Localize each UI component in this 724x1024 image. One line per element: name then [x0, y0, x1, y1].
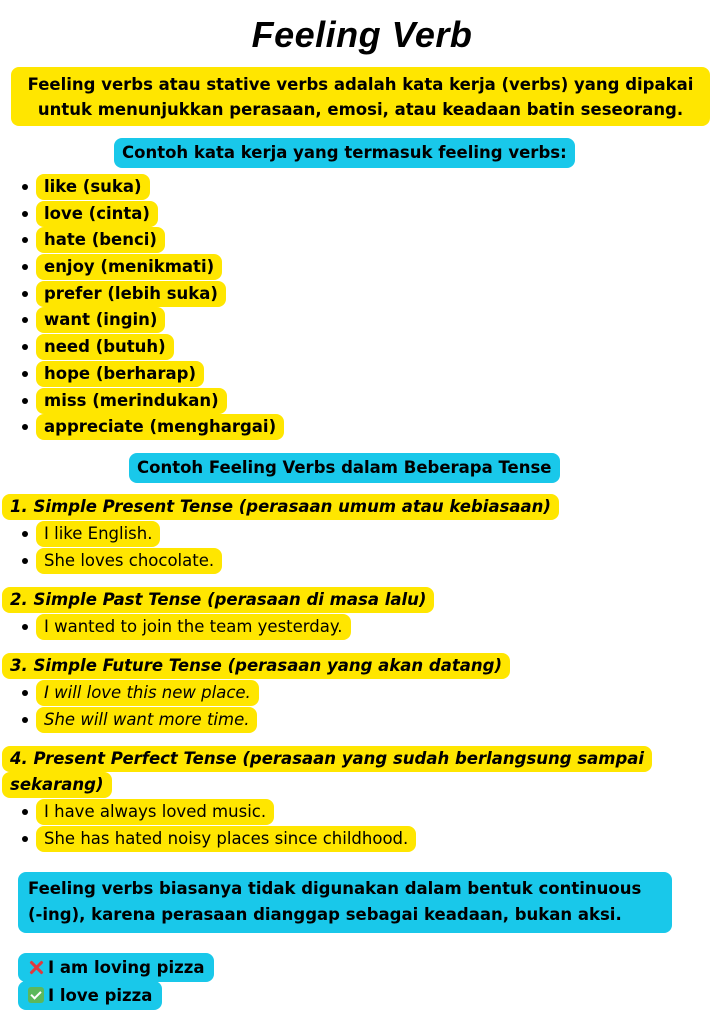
list-item: enjoy (menikmati) — [20, 254, 284, 281]
bullet-icon — [22, 717, 28, 723]
bullet-icon — [22, 291, 28, 297]
list-item: appreciate (menghargai) — [20, 414, 284, 441]
intro-line-1: Feeling verbs atau stative verbs adalah kata kerja (verbs) yang dipakai — [27, 75, 694, 94]
tense-heading: 3. Simple Future Tense (perasaan yang akan datang) — [2, 653, 510, 679]
example-item: She loves chocolate. — [20, 548, 222, 574]
list-item: want (ingin) — [20, 307, 284, 334]
example-item: I wanted to join the team yesterday. — [20, 614, 351, 640]
tense-heading: 1. Simple Present Tense (perasaan umum atau kebiasaan) — [2, 494, 559, 520]
bullet-icon — [22, 398, 28, 404]
tense-heading-continued: sekarang) — [2, 772, 112, 798]
bullet-icon — [22, 624, 28, 630]
example-item: She will want more time. — [20, 707, 257, 733]
list-item: miss (merindukan) — [20, 388, 284, 415]
verb-list — [20, 174, 284, 441]
bullet-icon — [22, 424, 28, 430]
example-item: I have always loved music. — [20, 799, 274, 825]
check-mark-icon — [28, 987, 44, 1003]
list-item: hope (berharap) — [20, 361, 284, 388]
example-item: She has hated noisy places since childhood. — [20, 826, 416, 852]
bullet-icon — [22, 317, 28, 323]
bullet-icon — [22, 237, 28, 243]
cross-mark-icon — [28, 959, 44, 975]
bullet-icon — [22, 264, 28, 270]
page-title: Feeling Verb — [251, 14, 473, 55]
bullet-icon — [22, 558, 28, 564]
bullet-icon — [22, 344, 28, 350]
list-item: prefer (lebih suka) — [20, 281, 284, 308]
list-item: need (butuh) — [20, 334, 284, 361]
examples-heading: Contoh kata kerja yang termasuk feeling verbs: — [114, 138, 575, 168]
right-example: I love pizza — [18, 981, 162, 1010]
bullet-icon — [22, 836, 28, 842]
list-item: love (cinta) — [20, 201, 284, 228]
example-item: I will love this new place. — [20, 680, 259, 706]
list-item: like (suka) — [20, 174, 284, 201]
note-line-1: Feeling verbs biasanya tidak digunakan dalam bentuk continuous — [28, 879, 642, 898]
wrong-example: I am loving pizza — [18, 953, 214, 982]
tense-heading: 2. Simple Past Tense (perasaan di masa lalu) — [2, 587, 434, 613]
tense-heading: 4. Present Perfect Tense (perasaan yang sudah berlangsung sampai — [2, 746, 652, 772]
intro-box — [11, 67, 710, 126]
bullet-icon — [22, 809, 28, 815]
bullet-icon — [22, 531, 28, 537]
bullet-icon — [22, 690, 28, 696]
bullet-icon — [22, 371, 28, 377]
bullet-icon — [22, 184, 28, 190]
note-line-2: (-ing), karena perasaan dianggap sebagai keadaan, bukan aksi. — [28, 905, 622, 924]
example-item: I like English. — [20, 521, 160, 547]
tenses-heading: Contoh Feeling Verbs dalam Beberapa Tense — [129, 453, 560, 483]
note-box — [18, 872, 672, 933]
bullet-icon — [22, 211, 28, 217]
list-item: hate (benci) — [20, 227, 284, 254]
intro-line-2: untuk menunjukkan perasaan, emosi, atau keadaan batin seseorang. — [37, 100, 684, 119]
